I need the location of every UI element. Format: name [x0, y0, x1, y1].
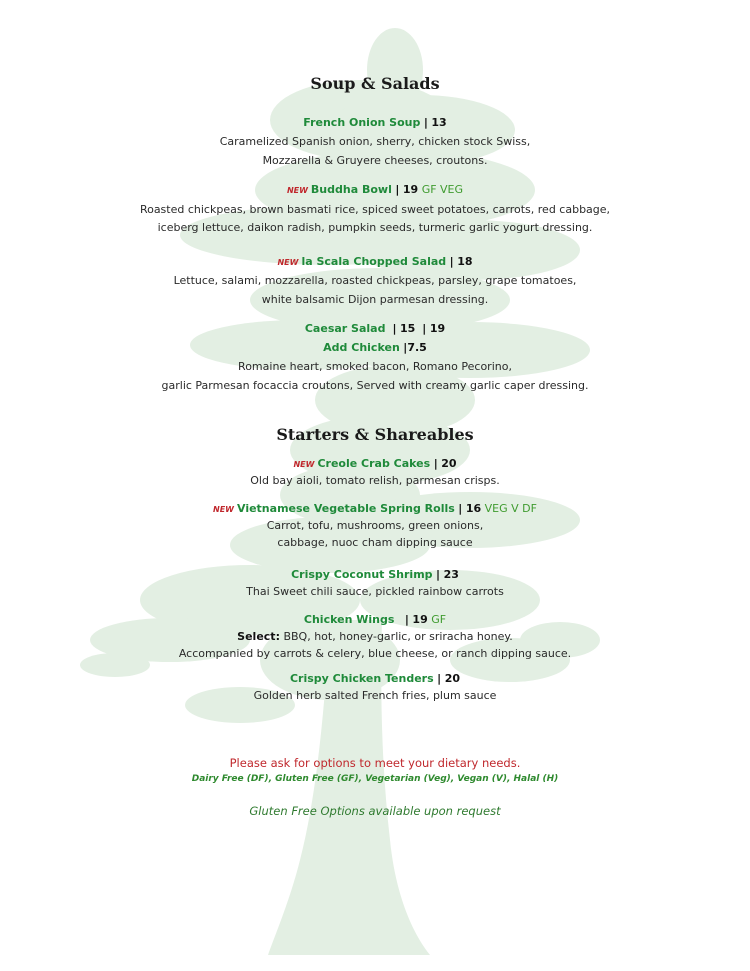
add-on-price: 7.5 [407, 341, 427, 354]
section-title-starters: Starters & Shareables [276, 425, 474, 444]
section-title-soup-salads: Soup & Salads [310, 74, 440, 93]
gluten-free-note: Gluten Free Options available upon request [249, 804, 501, 818]
item-description: Golden herb salted French fries, plum sauce [253, 689, 497, 702]
item-description: cabbage, nuoc cham dipping sauce [277, 536, 473, 549]
dietary-tags: GF [431, 613, 447, 626]
item-description: garlic Parmesan focaccia croutons, Served with creamy garlic caper dressing. [161, 379, 589, 392]
separator: | [423, 116, 428, 129]
separator: | [404, 613, 409, 626]
separator: | [392, 322, 397, 335]
item-description: Romaine heart, smoked bacon, Romano Pecorino, [238, 360, 512, 373]
item-name: Buddha Bowl [310, 183, 392, 196]
menu-item-coconut-shrimp [0, 568, 750, 582]
item-price: 13 [431, 116, 447, 129]
menu-item-chicken-wings [0, 613, 750, 627]
item-name: Vietnamese Vegetable Spring Rolls [237, 502, 455, 515]
separator: | [433, 457, 438, 470]
item-price: 19 [412, 613, 428, 626]
new-badge: NEW [213, 505, 234, 514]
separator: | [422, 322, 427, 335]
menu-item-french-onion-soup [0, 116, 750, 130]
item-name: Caesar Salad [304, 322, 386, 335]
item-price: 16 [465, 502, 482, 515]
item-description: Carrot, tofu, mushrooms, green onions, [266, 519, 484, 532]
item-description: Old bay aioli, tomato relish, parmesan crisps. [250, 474, 500, 487]
dietary-tags: VEG V DF [484, 502, 537, 515]
new-badge: NEW [293, 460, 315, 469]
item-name: Creole Crab Cakes [317, 457, 431, 470]
menu-item-spring-rolls [0, 502, 750, 517]
dietary-tags: GF VEG [421, 183, 464, 196]
separator: | [449, 255, 454, 268]
item-description: white balsamic Dijon parmesan dressing. [261, 293, 489, 306]
select-label: Select: [237, 630, 280, 643]
separator: | [436, 568, 441, 581]
item-name: Crispy Coconut Shrimp [291, 568, 433, 581]
separator: | [458, 502, 463, 515]
menu-item-caesar-salad [0, 322, 750, 336]
item-name: la Scala Chopped Salad [301, 255, 447, 268]
item-price: 19 [402, 183, 419, 196]
separator: | [403, 341, 408, 354]
item-price: 20 [444, 672, 460, 685]
item-description: Thai Sweet chili sauce, pickled rainbow carrots [246, 585, 504, 598]
item-description: Accompanied by carrots & celery, blue cheese, or ranch dipping sauce. [178, 647, 572, 660]
item-name: Chicken Wings [303, 613, 395, 626]
new-badge: NEW [286, 186, 308, 195]
add-on-chicken [0, 341, 750, 355]
item-name: French Onion Soup [303, 116, 421, 129]
item-description: iceberg lettuce, daikon radish, pumpkin seeds, turmeric garlic yogurt dressing. [157, 221, 593, 234]
separator: | [437, 672, 442, 685]
item-price: 23 [443, 568, 459, 581]
separator: | [395, 183, 400, 196]
item-name: Crispy Chicken Tenders [289, 672, 434, 685]
menu-item-la-scala-salad [0, 255, 750, 270]
item-description: Lettuce, salami, mozzarella, roasted chickpeas, parsley, grape tomatoes, [173, 274, 577, 287]
new-badge: NEW [277, 258, 299, 267]
dietary-request-note: Please ask for options to meet your dietary needs. [229, 756, 521, 770]
add-on-name: Add Chicken [323, 341, 400, 354]
dietary-legend: Dairy Free (DF), Gluten Free (GF), Vegetarian (Veg), Vegan (V), Halal (H) [191, 774, 559, 784]
select-options [0, 630, 750, 644]
menu-item-chicken-tenders [0, 672, 750, 686]
item-price-small: 15 [399, 322, 416, 335]
item-price: 20 [441, 457, 457, 470]
item-description: Caramelized Spanish onion, sherry, chicken stock Swiss, [219, 135, 531, 148]
menu-item-creole-crab-cakes [0, 457, 750, 472]
menu-item-buddha-bowl [0, 183, 750, 198]
item-price-large: 19 [429, 322, 446, 335]
select-text: BBQ, hot, honey-garlic, or sriracha honey. [283, 630, 513, 643]
item-description: Roasted chickpeas, brown basmati rice, spiced sweet potatoes, carrots, red cabbage, [139, 203, 611, 216]
item-price: 18 [457, 255, 473, 268]
item-description: Mozzarella & Gruyere cheeses, croutons. [262, 154, 488, 167]
